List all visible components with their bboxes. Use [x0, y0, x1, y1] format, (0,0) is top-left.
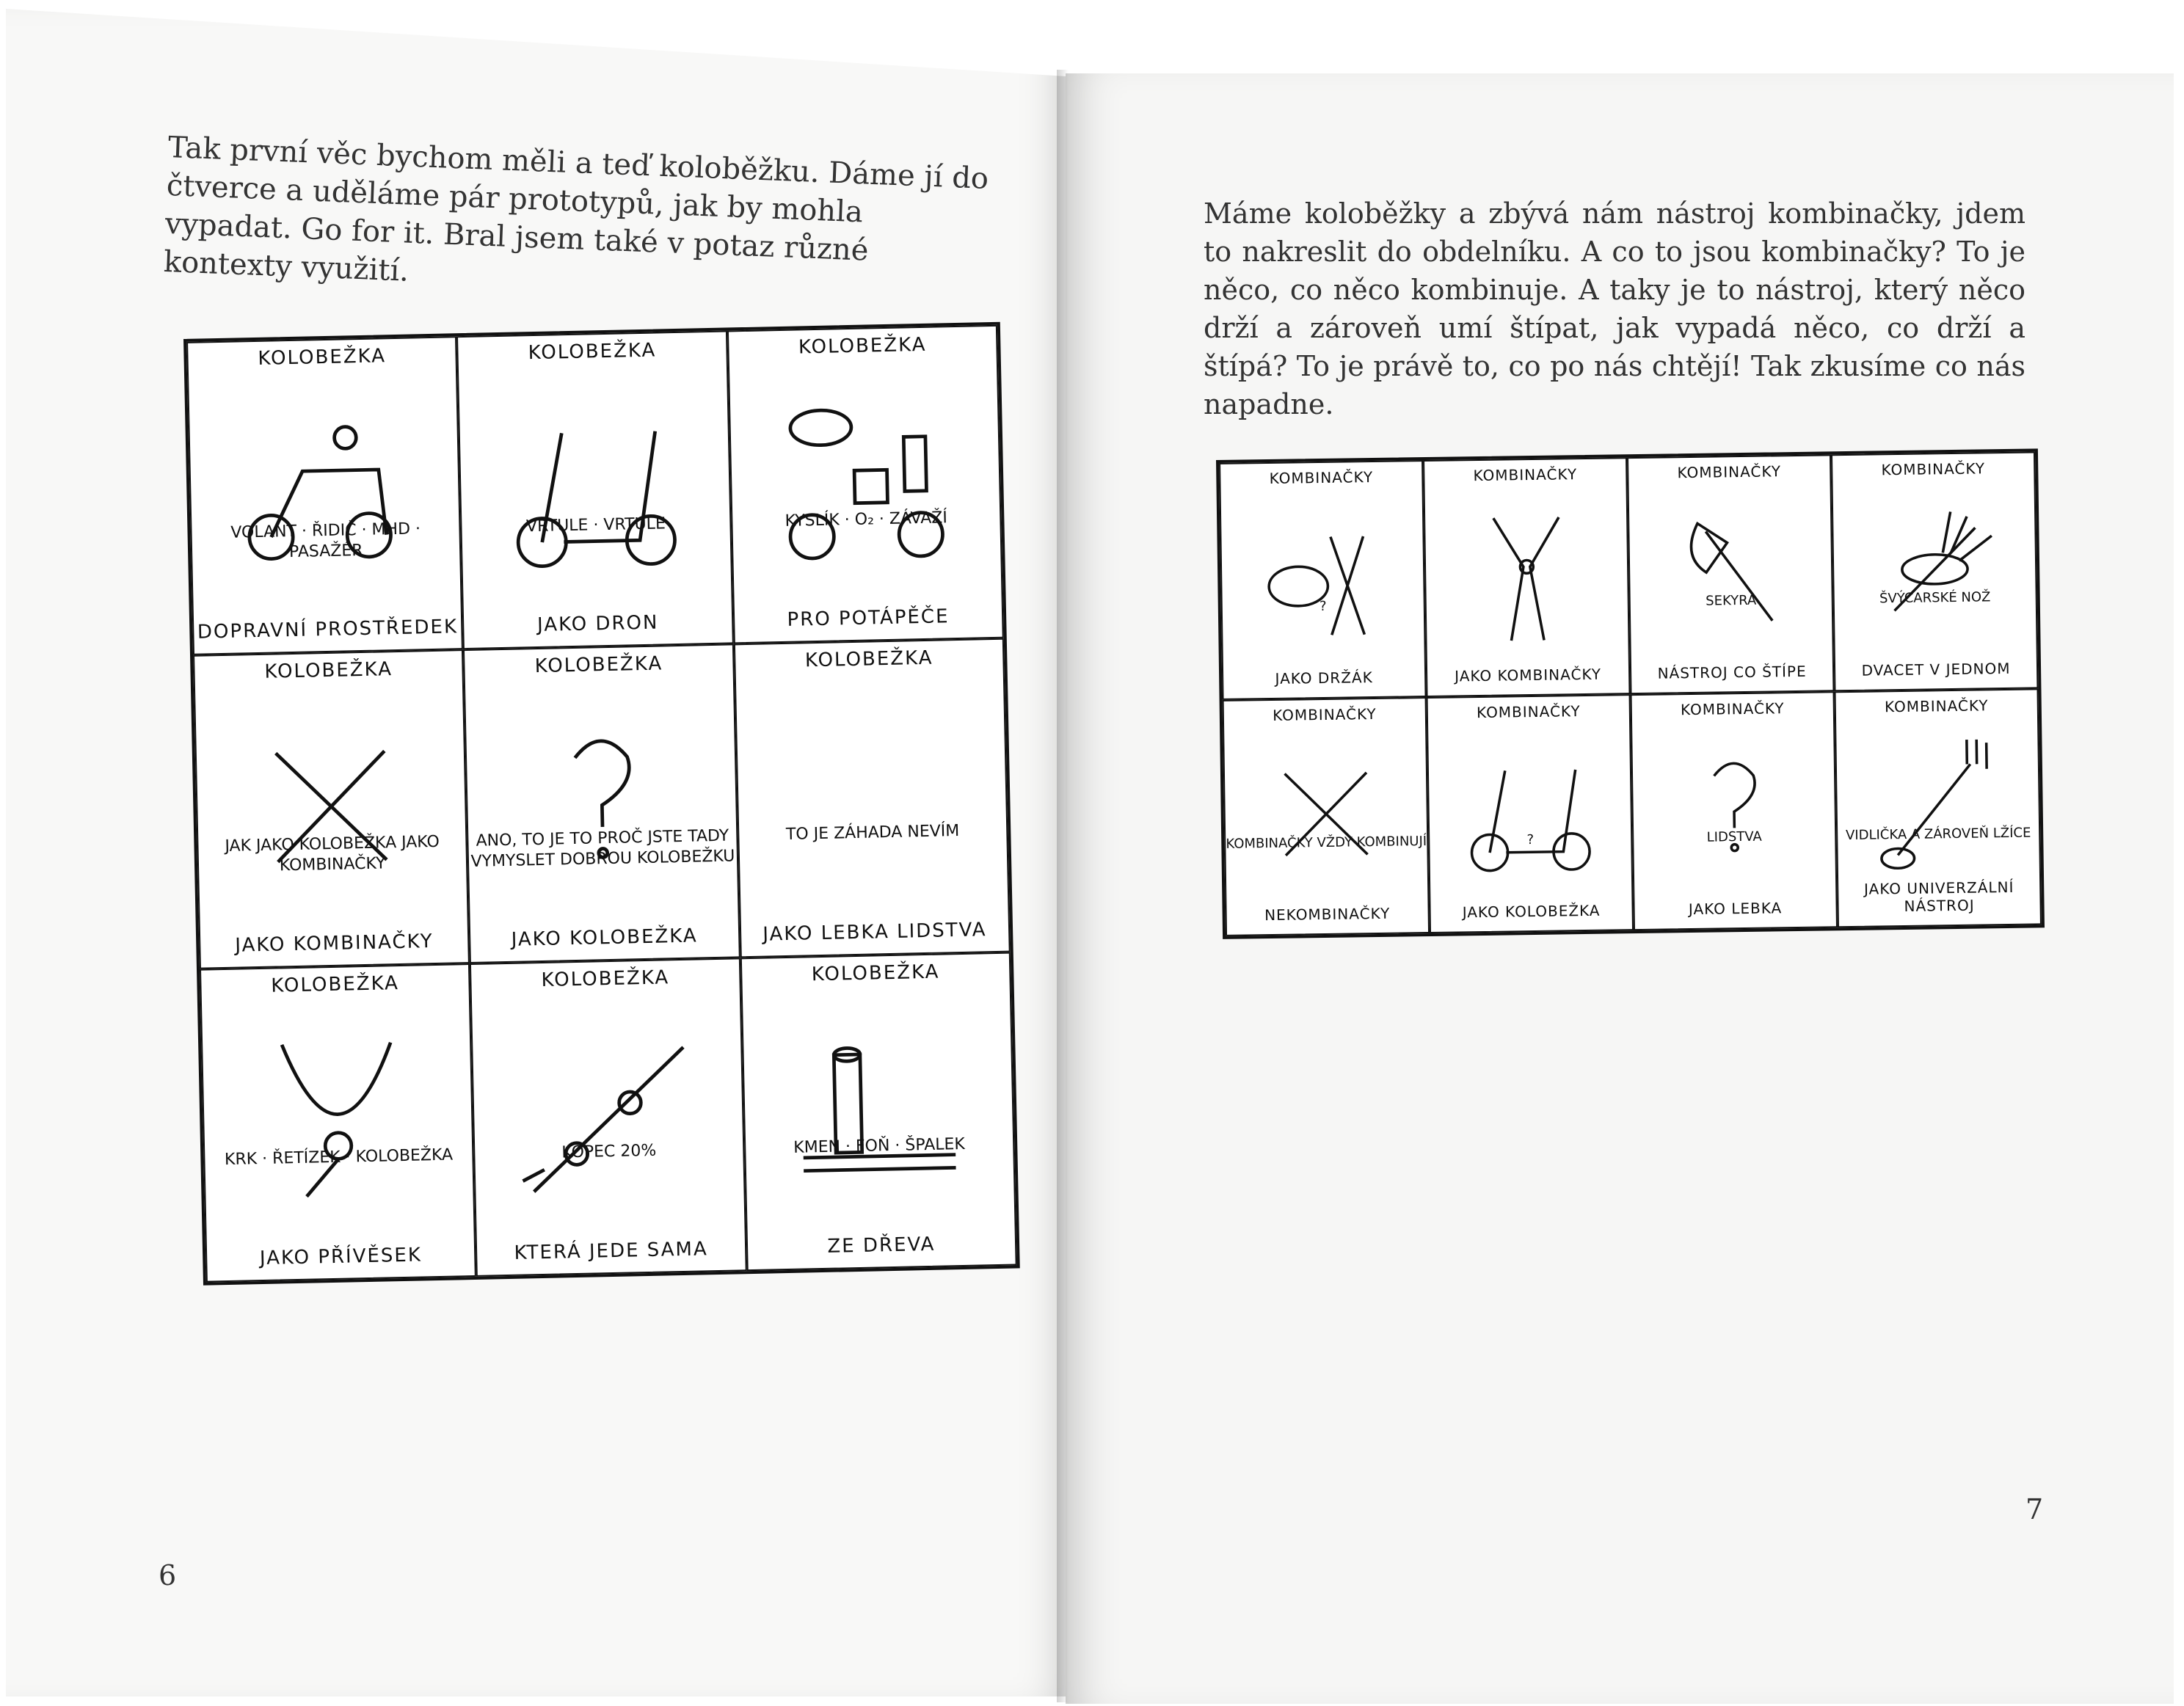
- sketch-notes: KOMBINAČKY VŽDY KOMBINUJÍ: [1226, 834, 1427, 853]
- sketch-notes: ?: [1526, 832, 1535, 848]
- sketch-notes: SEKYRA: [1706, 592, 1757, 609]
- sketch-caption: KTERÁ JEDE SAMA: [514, 1238, 709, 1264]
- sketch-title: KOLOBEŽKA: [271, 972, 400, 997]
- sketch-title: KOLOBEŽKA: [258, 345, 387, 370]
- sketch-notes: ?: [1319, 598, 1327, 614]
- sketch-caption: JAKO DRON: [536, 611, 659, 637]
- pliers-sketch-grid: [1216, 448, 2045, 939]
- pliers-sketch-cell: [1423, 457, 1630, 696]
- sketch-notes: ŠVÝCARSKÉ NOŽ: [1879, 589, 1991, 607]
- sketch-title: KOMBINAČKY: [1269, 468, 1374, 487]
- question-sketch-icon: [479, 689, 724, 911]
- sketch-title: KOMBINAČKY: [1884, 696, 1989, 715]
- holder-sketch-icon: [1231, 495, 1414, 660]
- sketch-title: KOLOBEŽKA: [264, 658, 393, 684]
- hill-sketch-icon: [486, 1003, 731, 1225]
- sketch-notes: VOLANT · ŘIDIČ · MHD · PASAŽÉR: [230, 519, 421, 561]
- sketch-caption: JAKO KOMBINAČKY: [235, 930, 434, 957]
- sketch-title: KOMBINAČKY: [1272, 704, 1377, 724]
- sketch-title: KOLOBEŽKA: [534, 652, 663, 678]
- sketch-caption: NEKOMBINAČKY: [1264, 904, 1391, 925]
- scooter-sketch-cell: [727, 325, 1004, 644]
- spork-sketch-icon: [1846, 723, 2030, 889]
- question-sketch-icon: [1642, 726, 1826, 892]
- sketch-title: KOLOBEŽKA: [804, 647, 933, 672]
- sketch-notes: LIDSTVA: [1706, 828, 1762, 845]
- sketch-notes: VIDLIČKA A ZÁROVEŇ LŽÍCE: [1845, 825, 2031, 844]
- sketch-title: KOLOBEŽKA: [811, 960, 940, 985]
- sketch-caption: JAKO DRŽÁK: [1275, 668, 1373, 688]
- scooter-sketch-cell: [200, 963, 476, 1283]
- scooter-sketch-cell: [186, 336, 463, 655]
- sketch-notes: VRTULE · VRTULE: [525, 514, 666, 536]
- pliers-sketch-cell: [1831, 451, 2038, 690]
- page-number-left: 6: [159, 1559, 177, 1592]
- sketch-notes: ANO, TO JE TO PROČ JSTE TADY VYMYSLET DOBROU KOLOBEŽKU: [470, 826, 735, 871]
- sketch-title: KOLOBEŽKA: [528, 339, 657, 365]
- log-sketch-icon: [756, 997, 1001, 1220]
- sketch-notes: TO JE ZÁHADA NEVÍM: [785, 821, 960, 844]
- pliers-sketch-cell: [1834, 688, 2041, 927]
- pliers-sketch-cell: [1627, 454, 1834, 693]
- sketch-title: KOMBINAČKY: [1476, 701, 1581, 721]
- sketch-caption: DOPRAVNÍ PROSTŘEDEK: [197, 616, 459, 644]
- sketch-notes: KOPEC 20%: [561, 1141, 657, 1162]
- scooter-sketch-cell: [456, 330, 733, 649]
- scooter-sketch-cell: [740, 952, 1016, 1271]
- pliers-sketch-cell: [1427, 694, 1634, 933]
- scooter-sketch-cell: [193, 649, 470, 969]
- pliers-sketch-cell: [1219, 460, 1426, 699]
- sketch-notes: KYSLÍK · O₂ · ZÁVAŽÍ: [785, 508, 948, 531]
- scooter-sketch-icon: [473, 376, 718, 598]
- sketch-caption: NÁSTROJ CO ŠTÍPE: [1657, 662, 1807, 682]
- sketch-caption: PRO POTÁPĚČE: [787, 605, 950, 632]
- sketch-caption: JAKO KOLOBEŽKA: [1462, 901, 1601, 922]
- diver-scooter-sketch-icon: [743, 370, 988, 592]
- pliers-sketch-cell: [1223, 697, 1430, 936]
- multitool-sketch-icon: [1843, 486, 2026, 652]
- sketch-caption: ZE DŘEVA: [827, 1233, 936, 1258]
- sketch-title: KOMBINAČKY: [1881, 459, 1986, 479]
- sketch-caption: JAKO LEBKA LIDSTVA: [762, 918, 987, 946]
- scooter-sketch-icon: [1438, 728, 1622, 894]
- sketch-title: KOMBINAČKY: [1473, 465, 1578, 485]
- sketch-caption: DVACET V JEDNOM: [1861, 659, 2011, 679]
- sketch-notes: KRK · ŘETÍZEK · KOLOBEŽKA: [224, 1145, 454, 1170]
- right-page-paragraph: Máme koloběžky a zbývá nám nástroj kombinačky, jdem to nakreslit do obdelníku. A co to jsou kombinačky? To je něco, co něco kombinuje. A taky je to nástroj, který něco drží a zároveň umí štípat, jak vypadá něco, co drží a štípá? To je právě to, co po nás chtějí! Tak zkusíme co nás napadne.: [1204, 197, 2025, 420]
- pendant-sketch-icon: [215, 1008, 460, 1231]
- sketch-title: KOMBINAČKY: [1677, 462, 1782, 482]
- sketch-caption: JAKO KOLOBEŽKA: [511, 925, 698, 951]
- sketch-caption: JAKO KOMBINAČKY: [1455, 665, 1602, 685]
- sketch-title: KOLOBEŽKA: [541, 966, 670, 991]
- blank-sketch-icon: [749, 684, 994, 906]
- scooter-sketch-grid: [183, 322, 1020, 1286]
- sketch-title: KOLOBEŽKA: [798, 333, 927, 359]
- sketch-notes: KMEN · FOŇ · ŠPALEK: [793, 1135, 966, 1158]
- page-number-right: 7: [2025, 1493, 2044, 1525]
- sketch-title: KOMBINAČKY: [1680, 699, 1785, 718]
- scooter-sketch-cell: [470, 958, 746, 1277]
- book-gutter: [1057, 70, 1076, 1702]
- cross-sketch-icon: [209, 695, 454, 917]
- sketch-notes: JAK JAKO KOLOBEŽKA JAKO KOMBINAČKY: [225, 832, 440, 875]
- scooter-sketch-cell: [463, 644, 740, 963]
- pliers-sketch-cell: [1631, 691, 1838, 930]
- cross-sketch-icon: [1234, 731, 1418, 897]
- scooter-sketch-cell: [734, 638, 1011, 958]
- sketch-caption: JAKO LEBKA: [1688, 899, 1783, 919]
- sketch-caption: JAKO UNIVERZÁLNÍ NÁSTROJ: [1863, 878, 2014, 915]
- sketch-caption: JAKO PŘÍVĚSEK: [259, 1244, 423, 1270]
- left-page-paragraph: Tak první věc bychom měli a teď koloběžku. Dáme jí do čtverce a uděláme pár prototypů, jak by mohla vypadat. Go for it. Bral jsem také v potaz různé kontexty využití.: [163, 130, 989, 288]
- pliers-sketch-icon: [1435, 492, 1618, 657]
- axe-sketch-icon: [1639, 489, 1822, 655]
- vehicle-sketch-icon: [203, 382, 448, 604]
